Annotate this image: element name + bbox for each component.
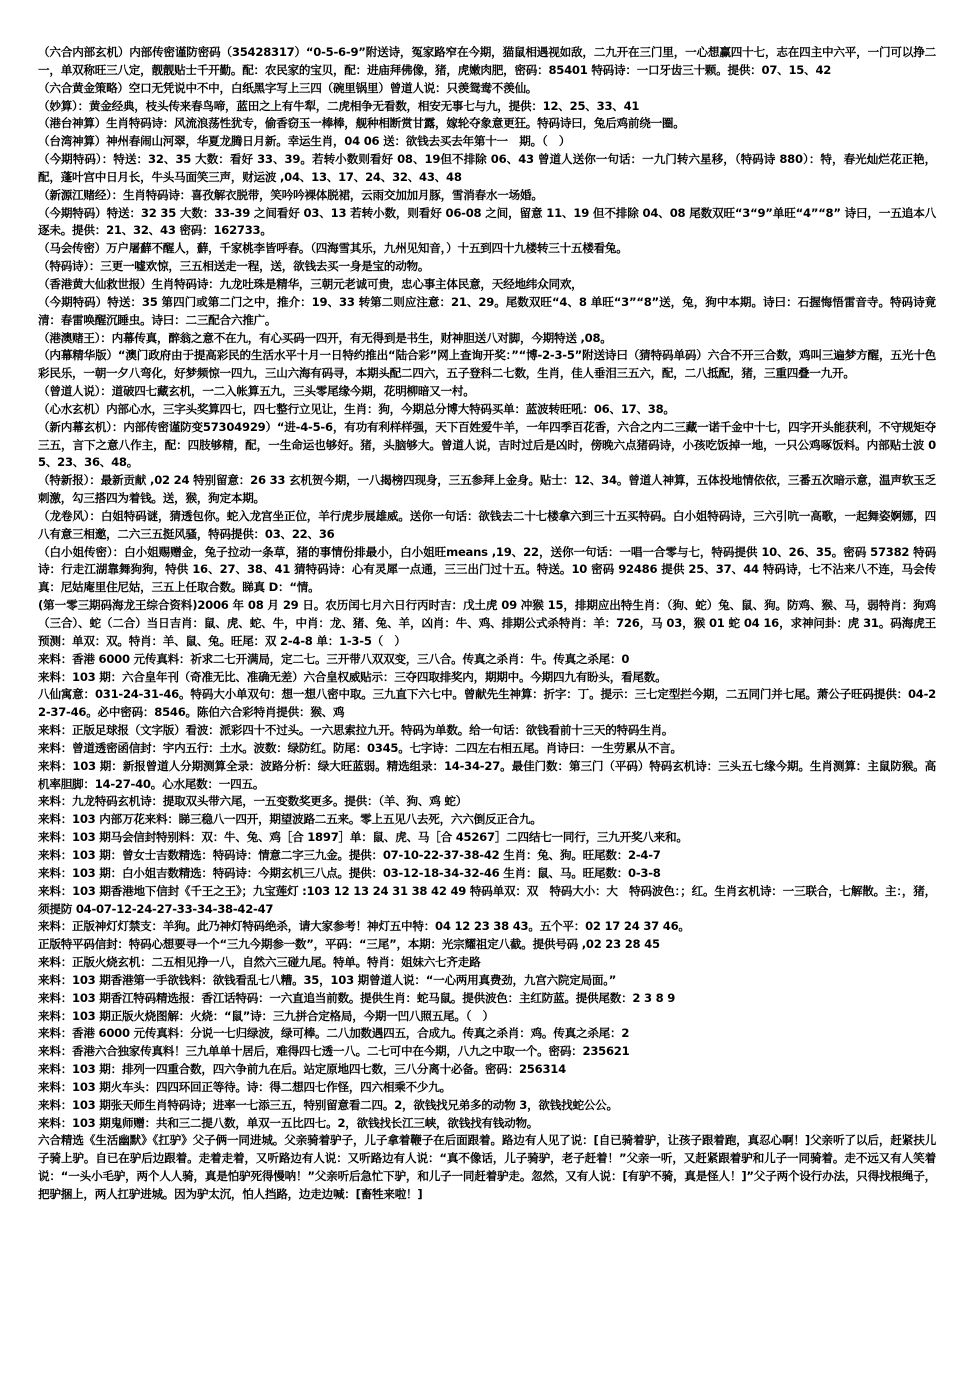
text-paragraph: 八仙寓意：031-24-31-46。特码大小单双句：想一想八密中取。三九直下六七中。曾献先生神算：折字：丁。提示：三七定型拦今期，二五同门并七尾。萧公子旺码提供：04-22-37-46。必中密码：8546。陈伯六合彩特肖提供：猴、鸡 (38, 687, 936, 720)
text-paragraph: （香港黄大仙救世报）生肖特码诗：九龙吐珠是精华，三朝元老诚可贵，忠心事主体民意，天经地纬众同欢， (38, 276, 583, 291)
text-paragraph: 来料：103 期火车头：四四环回正等待。诗：得二想四七作怪，四六相乘不少九。 (38, 1079, 451, 1094)
text-paragraph: （台湾神算）神州春闹山河翠，华夏龙腾日月新。幸运生肖，04 06 送：欲钱去买去年第十一 期。（ ） (38, 134, 571, 149)
text-paragraph: （港澳赌王）：内幕传真，醉翁之意不在九，有心买码一四开，有无得到是书生，财神胆送八对脚，今期特送 ,08。 (38, 330, 612, 345)
text-paragraph: （今期特码）特送：32 35 大数：33-39 之间看好 03、13 若转小数，则看好 06-08 之间，留意 11、19 但不排除 04、08 尾数双旺“3“9”单旺“4”“8” 诗曰，一五追本八逐未。提供：21、32、43 密码：162733。 (38, 205, 936, 238)
text-paragraph: （新内幕玄机）：内部传密谨防变57304929）“进-4-5-6，有功有利样样强，天下百姓爱牛羊，一年四季百花香，六合之内二三藏一诺千金中十七，四字开头能获利，不守规矩夺三五，言下之意八作主，配：四肢够精，配，一生命运也够好。猪，头脑够大。曾道人说，吉时过后是凶时，傍晚六点猪码诗，小孩吃饭掉一地，一只公鸡啄饭料。内部贴士波 05、23、36、48。 (38, 419, 936, 470)
text-paragraph: 来料：正版火烧玄机：二五相见挣一八，自然六三碰九尾。特单。特肖：姐妹六七齐走路 (38, 955, 481, 970)
text-paragraph: 来料：103 期香港地下信封《千王之王》；九宝莲灯 :103 12 13 24 31 38 42 49 特码单双：双 特码大小：大 特码波色：；红。生肖玄机诗：一三联合，七解散。主：，猪，须提防 04-07-12-24-27-33-34-38-42-47 (38, 883, 936, 916)
text-paragraph: 来料：103 内部万花来料：睇三稳八一四开，期望波路二五来。零上五见八去死，六六倒反正合九。 (38, 812, 542, 827)
text-paragraph: 来料：103 期张天师生肖特码诗；进率一七添三五，特别留意看二四。2，欲钱找兄弟多的动物 3，欲钱找蛇公公。 (38, 1097, 618, 1112)
text-paragraph: 来料：103 期正版火烧图解：火烧：“鼠”诗：三九拼合定格局，今期一凹八照五尾。（ ） (38, 1008, 494, 1023)
text-paragraph: （今期特码）：特送：32、35 大数：看好 33、39。若转小数则看好 08、19但不排除 06、43 曾道人送你一句话：一九门转六星移，（特码诗 880）：特，春光灿烂花正艳，配，蓬叶宫中日月长，牛头马面笑三声，财运波 ,04、13、17、24、32、43、48 (38, 152, 936, 184)
text-paragraph: 来料：103 期：六合皇年刊（奇准无比、准确无差）六合皇权威贴示：三夺四取排奖内，期期中。今期四九有盼头，看尾数。 (38, 669, 667, 684)
text-paragraph: 来料：103 期：白小姐吉数精选：特码诗：今期玄机三八点。提供：03-12-18-34-32-46 生肖：鼠、马。旺尾数：0-3-8 (38, 865, 661, 880)
text-paragraph: 来料：曾道透密函信封：宇内五行：土水。波数：绿防红。防尾：0345。七字诗：二四左右相五尾。肖诗曰：一生劳累从不言。 (38, 740, 682, 755)
text-paragraph: （六合内部玄机）内部传密谨防密码（35428317）“0-5-6-9”附送诗，冤家路窄在今期，猫鼠相遇视如敌，二九开在三门里，一心想赢四十七，志在四主中六平，一门可以挣二一，单双称旺三八定，靓靓贴士千开勤。配：农民家的宝贝，配：进庙拜佛像，猪，虎嫩肉肥，密码：85401 特码诗：一口牙齿三十颗。提供：07、15、42 (38, 45, 936, 77)
text-paragraph: 来料：香港 6000 元传真料：分说一七归绿波，绿可棒。二八加数遇四五，合成九。传真之杀肖：鸡。传真之杀尾：2 (38, 1026, 630, 1041)
text-paragraph: （今期特码）特送：35 第四门或第二门之中，推介：19、33 转第二则应注意：21、29。尾数双旺“4、8 单旺“3”“8”送，兔，狗中本期。诗曰：石握悔悟雷音寺。特码诗竟清：春雷唤醒沉睡虫。诗曰：二三配合六推广。 (38, 294, 936, 327)
text-paragraph: （特新报）：最新贡献 ,02 24 特别留意：26 33 玄机贺今期，一八揭榜四现身，三五参拜上金身。贴士：12、34。曾道人神算，五体投地情依依，三番五次暗示意，温声软玉乏刺激，勾三搭四为着钱。送，猴，狗定本期。 (38, 473, 936, 506)
text-paragraph: （内幕精华版）“澳门政府由于提高彩民的生活水平十月一日特约推出“陆合彩”网上查询开奖：”“博-2-3-5”附送诗曰（猜特码单码）六合不开三合数，鸡叫三遍梦方醒，五光十色彩民乐，一朝一夕八弯化，好梦频惊一四九，三山六海有码寻，本期头配二四六，五子登科二七数，生肖，佳人垂泪三五六，配，二八抵配，猪，三重四叠一九开。 (38, 348, 936, 381)
text-paragraph: 正版特平码信封：特码心想要寻一个“三九今期参一数”，平码：“三尾”，本期：光宗耀祖定八截。提供号码 ,02 23 28 45 (38, 937, 660, 952)
text-paragraph: 来料：九龙特码玄机诗：提取双头带六尾，一五变数奖更多。提供：（羊、狗、鸡 蛇） (38, 794, 468, 809)
text-paragraph: （龙卷风）：白姐特码谜，猜透包你。蛇入龙宫坐正位，羊行虎步展雄威。送你一句话：欲钱去二十七楼拿六到三十五买特码。白小姐特码诗，三六引吭一高歌，一起舞姿婀娜，四八有意三相邀，二六三五挺风骚，特码提供：03、22、36 (38, 508, 936, 541)
text-paragraph: 来料：103 期香港第一手欲钱料：欲钱看乱七八糟。35，103 期曾道人说：“一心两用真费劲，九宫六院定局面。” (38, 972, 617, 987)
text-paragraph: （心水玄机）内部心水，三字头奖算四七，四七整行立见让，生肖：狗，今期总分博大特码买单：蓝波转旺吼：06、17、38。 (38, 401, 675, 416)
text-paragraph: （曾道人说）：道破四七藏玄机，一二入帐算五九，三头零尾缘今期，花明柳暗又一村。 (38, 384, 475, 399)
text-paragraph: （新源江赌经）：生肖特码诗：喜孜解衣脱带，笑吟吟裸体脱裙，云雨交加加月豚，雪消春水一场婚。 (38, 187, 543, 202)
text-paragraph: 来料：103 期马会信封特别料：双：牛、兔、鸡［合 1897］单：鼠、虎、马［合 45267］二四结七一同行，三九开奖八来和。 (38, 830, 688, 845)
text-paragraph: 来料：103 期香江特码精选报：香江话特码：一六直追当前数。提供生肖：蛇马鼠。提供波色：主红防蓝。提供尾数：2 3 8 9 (38, 990, 676, 1005)
text-paragraph: 来料：正版神灯灯禁支：羊狗。此乃神灯特码绝杀，请大家参考！神灯五中特：04 12 23 38 43。五个平：02 17 24 37 46。 (38, 919, 690, 934)
text-paragraph: 来料：103 期：排列一四重合数，四六争前九在后。站定原地四七数，三八分离十必备。密码：256314 (38, 1062, 566, 1077)
text-paragraph: （特码诗）：三更一嘘欢惊，三五相送走一程，送，欲钱去买一身是宝的动物。 (38, 259, 430, 274)
text-paragraph: 来料：103 期：曾女士吉数精选：特码诗：情意二字三九金。提供：07-10-22-37-38-42 生肖：兔、狗。旺尾数：2-4-7 (38, 847, 661, 862)
text-paragraph: （白小姐传密）：白小姐赐赠金，兔子拉动一条草，猪的事情份排最小，白小姐旺means ,19、22，送你一句话：一唱一合零与七，特码提供 10、26、35。密码 57382 特码诗：行走江湖靠舞狗狗，特供 16、27、38、41 猜特码诗：心有灵犀一点通，三三出门过十五。特送。10 密码 92486 提供 25、37、44 特码诗，七不沾来八不连，马会传真：尼姑庵里住尼姑，三五上任取合数。睇真 D：“情。 (38, 544, 936, 595)
text-paragraph: (第一零三期码海龙王综合资料)2006 年 08 月 29 日。农历闰七月六日行丙时吉：戊土虎 09 冲猴 15，排期应出特生肖：（狗、蛇）兔、鼠、狗。防鸡、猴、马，弱特肖：狗鸡（三合）、蛇（二合）当日吉肖：鼠、虎、蛇、牛，中肖：龙、猪、兔、羊，凶肖：牛、鸡、排期公式杀特肖：羊：726，马 03，猴 01 蛇 04 16，求神问卦：虎 31。码海虎王预测：单双：双。特肖：羊、鼠、兔。旺尾：双 2-4-8 单：1-3-5（ ） (38, 598, 936, 648)
text-paragraph: 来料：103 期鬼师赠：共和三二提八数，单双一五比四七。2，欲钱找长江三峡，欲钱找有钱动物。 (38, 1115, 539, 1130)
text-paragraph: 来料：香港 6000 元传真料：祈求二七开满局，定二七。三开带八双双变，三八合。传真之杀肖：牛。传真之杀尾：0 (38, 651, 630, 666)
text-paragraph: （港台神算）生肖特码诗：风流浪荡性犹专，偷香窃玉一棒棒，舰种相断赏甘露，嫁轮夺象意更狂。特码诗曰，兔后鸡前绕一圈。 (38, 116, 685, 131)
text-paragraph: （妙算）：黄金经典，枝头传来春鸟啼，蓝田之上有牛犁，二虎相争无看数，相安无事七与九，提供：12、25、33、41 (38, 98, 640, 113)
text-paragraph: 来料：香港六合独家传真料！三九单单十居后，难得四七透一八。二七可中在今期，八九之中取一个。密码：235621 (38, 1044, 630, 1059)
text-paragraph: 来料：正版足球报（文字版）看波：派彩四十不过头。一六思索拉九开。特码为单数。给一句话：欲钱看前十三天的特码生肖。 (38, 723, 674, 738)
text-paragraph: 六合精选《生活幽默》《扛驴》父子俩一同进城。父亲骑着驴子，儿子拿着鞭子在后面跟着。路边有人见了说：[自已骑着驴，让孩子跟着跑，真忍心啊！]父亲听了以后，赶紧扶儿子骑上驴。自已在驴后边跟着。走着走着，又听路边有人说：又听路边有人说：“真不像话，儿子骑驴，老子赶着！”父亲一听，又赶紧跟着驴和儿子一同骑着。走不远又有人笑着说：“一头小毛驴，两个人人骑，真是怕驴死得慢呐！”父亲听后急忙下驴，和儿子一同赶着驴走。忽然，又有人说：[有驴不骑，真是怪人！]”父子两个设行办法，只得找根绳子，把驴捆上，两人扛驴进城。因为驴太沉，怕人挡路，边走边喊：[畜牲来啦！] (38, 1133, 936, 1201)
text-paragraph: （马会传密）万户屠蘚不醒人，蘚，千家桃李皆呼春。（四海雪其乐，九州见知音，）十五到四十九楼转三十五楼看兔。 (38, 241, 628, 256)
text-paragraph: （六合黄金策略）空口无凭说中不中，白纸黑字写上三四（碗里锅里）曾道人说：只羡鸳鸯不羡仙。 (38, 80, 538, 95)
text-paragraph: 来料：103 期：新报曾道人分期测算全录：波路分析：绿大旺蓝弱。精选组录：14-34-27。最佳门数：第三门（平码）特码玄机诗：三头五七缘今期。生肖测算：主鼠防猴。高机率胆脚：14-27-40。心水尾数：一四五。 (38, 758, 936, 791)
